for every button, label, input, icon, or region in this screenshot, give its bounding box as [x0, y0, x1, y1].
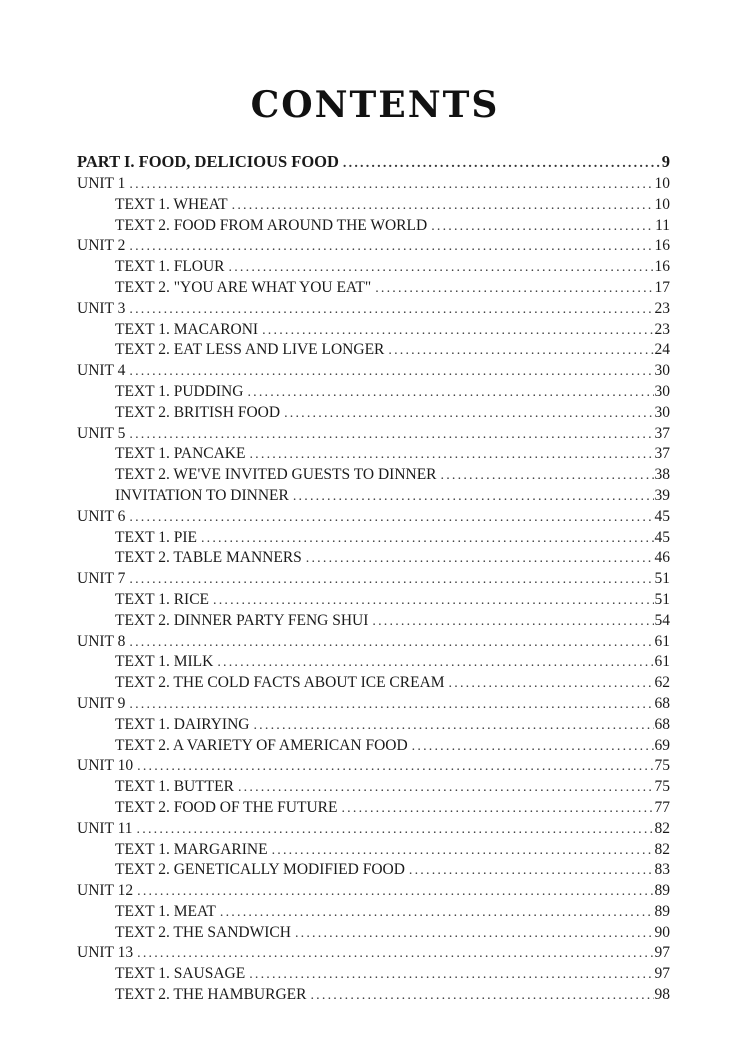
toc-page-number: 68	[654, 694, 670, 712]
toc-text-label: TEXT 2. BRITISH FOOD	[115, 403, 281, 421]
toc-page-number: 89	[654, 902, 670, 920]
dot-leader	[137, 757, 653, 778]
toc-unit-row[interactable]	[77, 819, 670, 840]
toc-page-number: 90	[654, 923, 670, 941]
toc-text-row[interactable]	[77, 548, 670, 569]
toc-text-label: TEXT 1. BUTTER	[115, 778, 234, 796]
toc-text-row[interactable]	[77, 652, 670, 673]
toc-text-row[interactable]	[77, 216, 670, 237]
toc-text-row[interactable]	[77, 528, 670, 549]
toc-text-label: TEXT 1. MILK	[115, 653, 214, 671]
dot-leader	[409, 861, 654, 882]
toc-page-number: 16	[654, 258, 670, 276]
toc-page-number: 45	[654, 507, 670, 525]
toc-page-number: 23	[654, 320, 670, 338]
toc-page-number: 98	[654, 986, 670, 1004]
toc-text-row[interactable]	[77, 320, 670, 341]
toc-text-row[interactable]	[77, 465, 670, 486]
toc-unit-row[interactable]	[77, 507, 670, 528]
dot-leader	[232, 196, 654, 217]
toc-text-row[interactable]	[77, 715, 670, 736]
toc-text-row[interactable]	[77, 195, 670, 216]
toc-unit-label: UNIT 5	[77, 424, 126, 442]
dot-leader	[310, 986, 653, 1007]
toc-text-label: TEXT 1. FLOUR	[115, 258, 225, 276]
toc-page-number: 97	[654, 944, 670, 962]
toc-text-label: TEXT 1. MARGARINE	[115, 840, 268, 858]
toc-page-number: 83	[654, 861, 670, 879]
toc-page-number: 39	[654, 486, 670, 504]
dot-leader	[129, 633, 653, 654]
dot-leader	[220, 903, 654, 924]
dot-leader	[295, 924, 654, 945]
dot-leader	[262, 321, 653, 342]
toc-text-label: TEXT 1. DAIRYING	[115, 715, 250, 733]
toc-page-number: 54	[654, 611, 670, 629]
toc-text-row[interactable]	[77, 964, 670, 985]
toc-text-label: TEXT 1. RICE	[115, 590, 209, 608]
toc-unit-label: UNIT 2	[77, 237, 126, 255]
toc-unit-row[interactable]	[77, 881, 670, 902]
dot-leader	[412, 737, 654, 758]
toc-page-number: 82	[654, 819, 670, 837]
toc-page-number: 10	[654, 195, 670, 213]
toc-text-row[interactable]	[77, 673, 670, 694]
dot-leader	[129, 362, 653, 383]
toc-text-label: TEXT 2. EAT LESS AND LIVE LONGER	[115, 341, 385, 359]
toc-page-number: 46	[654, 549, 670, 567]
dot-leader	[253, 716, 653, 737]
dot-leader	[388, 341, 653, 362]
toc-part-page: 9	[661, 152, 670, 171]
dot-leader	[449, 674, 654, 695]
toc-unit-row[interactable]	[77, 299, 670, 320]
dot-leader	[341, 799, 653, 820]
toc-page-number: 37	[654, 445, 670, 463]
toc-text-label: TEXT 2. A VARIETY OF AMERICAN FOOD	[115, 736, 408, 754]
toc-text-row[interactable]	[77, 257, 670, 278]
dot-leader	[129, 300, 653, 321]
page-title: CONTENTS	[250, 84, 500, 126]
toc-text-label: TEXT 2. TABLE MANNERS	[115, 549, 302, 567]
toc-text-label: TEXT 2. FOOD OF THE FUTURE	[115, 798, 338, 816]
toc-page-number: 68	[654, 715, 670, 733]
toc-page-number: 45	[654, 528, 670, 546]
toc-text-label: INVITATION TO DINNER	[115, 486, 289, 504]
dot-leader	[129, 570, 653, 591]
dot-leader	[129, 425, 653, 446]
dot-leader	[284, 404, 653, 425]
toc-unit-label: UNIT 9	[77, 694, 126, 712]
toc-page-number: 10	[654, 175, 670, 192]
toc-page-number: 69	[654, 736, 670, 754]
toc-page-number: 30	[654, 362, 670, 380]
toc-unit-label: UNIT 6	[77, 507, 126, 525]
dot-leader	[137, 820, 654, 841]
dot-leader	[293, 487, 654, 508]
toc-unit-row[interactable]	[77, 756, 670, 777]
toc-page-number: 23	[654, 299, 670, 317]
dot-leader	[201, 529, 654, 550]
toc-text-row[interactable]	[77, 486, 670, 507]
toc-unit-row[interactable]	[77, 632, 670, 653]
toc-text-label: TEXT 1. PUDDING	[115, 382, 244, 400]
toc-unit-row[interactable]	[77, 694, 670, 715]
dot-leader	[372, 612, 653, 633]
toc-text-label: TEXT 2. DINNER PARTY FENG SHUI	[115, 611, 369, 629]
toc-unit-label: UNIT 8	[77, 632, 126, 650]
toc-unit-label: UNIT 3	[77, 299, 126, 317]
toc-text-label: TEXT 2. THE COLD FACTS ABOUT ICE CREAM	[115, 674, 445, 692]
toc-page-number: 62	[654, 674, 670, 692]
toc-page-number: 11	[655, 216, 670, 234]
dot-leader	[441, 466, 654, 487]
toc-unit-row[interactable]	[77, 361, 670, 382]
toc-unit-label: UNIT 13	[77, 944, 134, 962]
toc-text-row[interactable]	[77, 840, 670, 861]
dot-leader	[129, 175, 653, 196]
toc-text-row[interactable]	[77, 590, 670, 611]
toc-text-row[interactable]	[77, 444, 670, 465]
toc-page-number: 30	[654, 403, 670, 421]
toc-page-number: 61	[654, 653, 670, 671]
dot-leader	[306, 549, 654, 570]
toc-page-number: 61	[654, 632, 670, 650]
toc-text-row[interactable]	[77, 902, 670, 923]
toc-page-number: 38	[654, 466, 670, 484]
toc-part-row[interactable]	[77, 150, 670, 174]
toc-text-label: TEXT 2. FOOD FROM AROUND THE WORLD	[115, 216, 428, 234]
toc-page-number: 82	[654, 840, 670, 858]
toc-unit-label: UNIT 7	[77, 570, 126, 588]
dot-leader	[213, 591, 654, 612]
toc-text-row[interactable]	[77, 923, 670, 944]
table-of-contents	[77, 150, 670, 1006]
dot-leader	[238, 778, 654, 799]
dot-leader	[137, 944, 653, 965]
dot-leader	[375, 279, 653, 300]
toc-unit-label: UNIT 1	[77, 175, 126, 192]
dot-leader	[249, 445, 653, 466]
dot-leader	[217, 653, 653, 674]
toc-page-number: 37	[654, 424, 670, 442]
toc-part-label: PART I. FOOD, DELICIOUS FOOD	[77, 152, 339, 171]
dot-leader	[137, 882, 653, 903]
toc-page-number: 16	[654, 237, 670, 255]
toc-page-number: 77	[654, 798, 670, 816]
toc-page-number: 24	[654, 341, 670, 359]
toc-page-number: 51	[654, 590, 670, 608]
toc-page-number: 75	[654, 778, 670, 796]
toc-text-label: TEXT 1. PIE	[115, 528, 197, 546]
toc-text-row[interactable]	[77, 860, 670, 881]
toc-text-row[interactable]	[77, 611, 670, 632]
toc-page-number: 17	[654, 278, 670, 296]
dot-leader	[431, 217, 654, 238]
toc-text-row[interactable]	[77, 278, 670, 299]
dot-leader	[343, 152, 661, 176]
toc-text-row[interactable]	[77, 382, 670, 403]
toc-page-number: 51	[654, 570, 670, 588]
toc-text-label: TEXT 2. "YOU ARE WHAT YOU EAT"	[115, 278, 372, 296]
toc-unit-row[interactable]	[77, 236, 670, 257]
toc-unit-row[interactable]	[77, 569, 670, 590]
toc-text-label: TEXT 1. WHEAT	[115, 195, 228, 213]
dot-leader	[129, 508, 653, 529]
toc-text-label: TEXT 2. THE HAMBURGER	[115, 986, 307, 1004]
dot-leader	[272, 841, 654, 862]
toc-text-row[interactable]	[77, 340, 670, 361]
toc-text-label: TEXT 2. THE SANDWICH	[115, 923, 291, 941]
toc-unit-row[interactable]	[77, 943, 670, 964]
toc-unit-row[interactable]	[77, 424, 670, 445]
toc-page-number: 89	[654, 882, 670, 900]
toc-text-row[interactable]	[77, 403, 670, 424]
toc-text-row[interactable]	[77, 985, 670, 1006]
dot-leader	[229, 258, 654, 279]
toc-page-number: 75	[654, 757, 670, 775]
dot-leader	[247, 383, 653, 404]
toc-text-row[interactable]	[77, 798, 670, 819]
toc-text-row[interactable]	[77, 777, 670, 798]
toc-page-number: 30	[654, 382, 670, 400]
toc-unit-label: UNIT 4	[77, 362, 126, 380]
toc-text-label: TEXT 1. PANCAKE	[115, 445, 246, 463]
toc-unit-label: UNIT 10	[77, 757, 134, 775]
dot-leader	[129, 695, 653, 716]
toc-page-number: 97	[654, 965, 670, 983]
toc-unit-row[interactable]	[77, 174, 670, 195]
toc-unit-label: UNIT 12	[77, 882, 134, 900]
dot-leader	[129, 237, 653, 258]
toc-text-label: TEXT 2. WE'VE INVITED GUESTS TO DINNER	[115, 466, 437, 484]
toc-text-label: TEXT 1. MEAT	[115, 902, 216, 920]
toc-text-label: TEXT 1. MACARONI	[115, 320, 259, 338]
toc-text-row[interactable]	[77, 736, 670, 757]
toc-unit-label: UNIT 11	[77, 819, 133, 837]
dot-leader	[249, 965, 653, 986]
toc-text-label: TEXT 2. GENETICALLY MODIFIED FOOD	[115, 861, 405, 879]
toc-text-label: TEXT 1. SAUSAGE	[115, 965, 246, 983]
